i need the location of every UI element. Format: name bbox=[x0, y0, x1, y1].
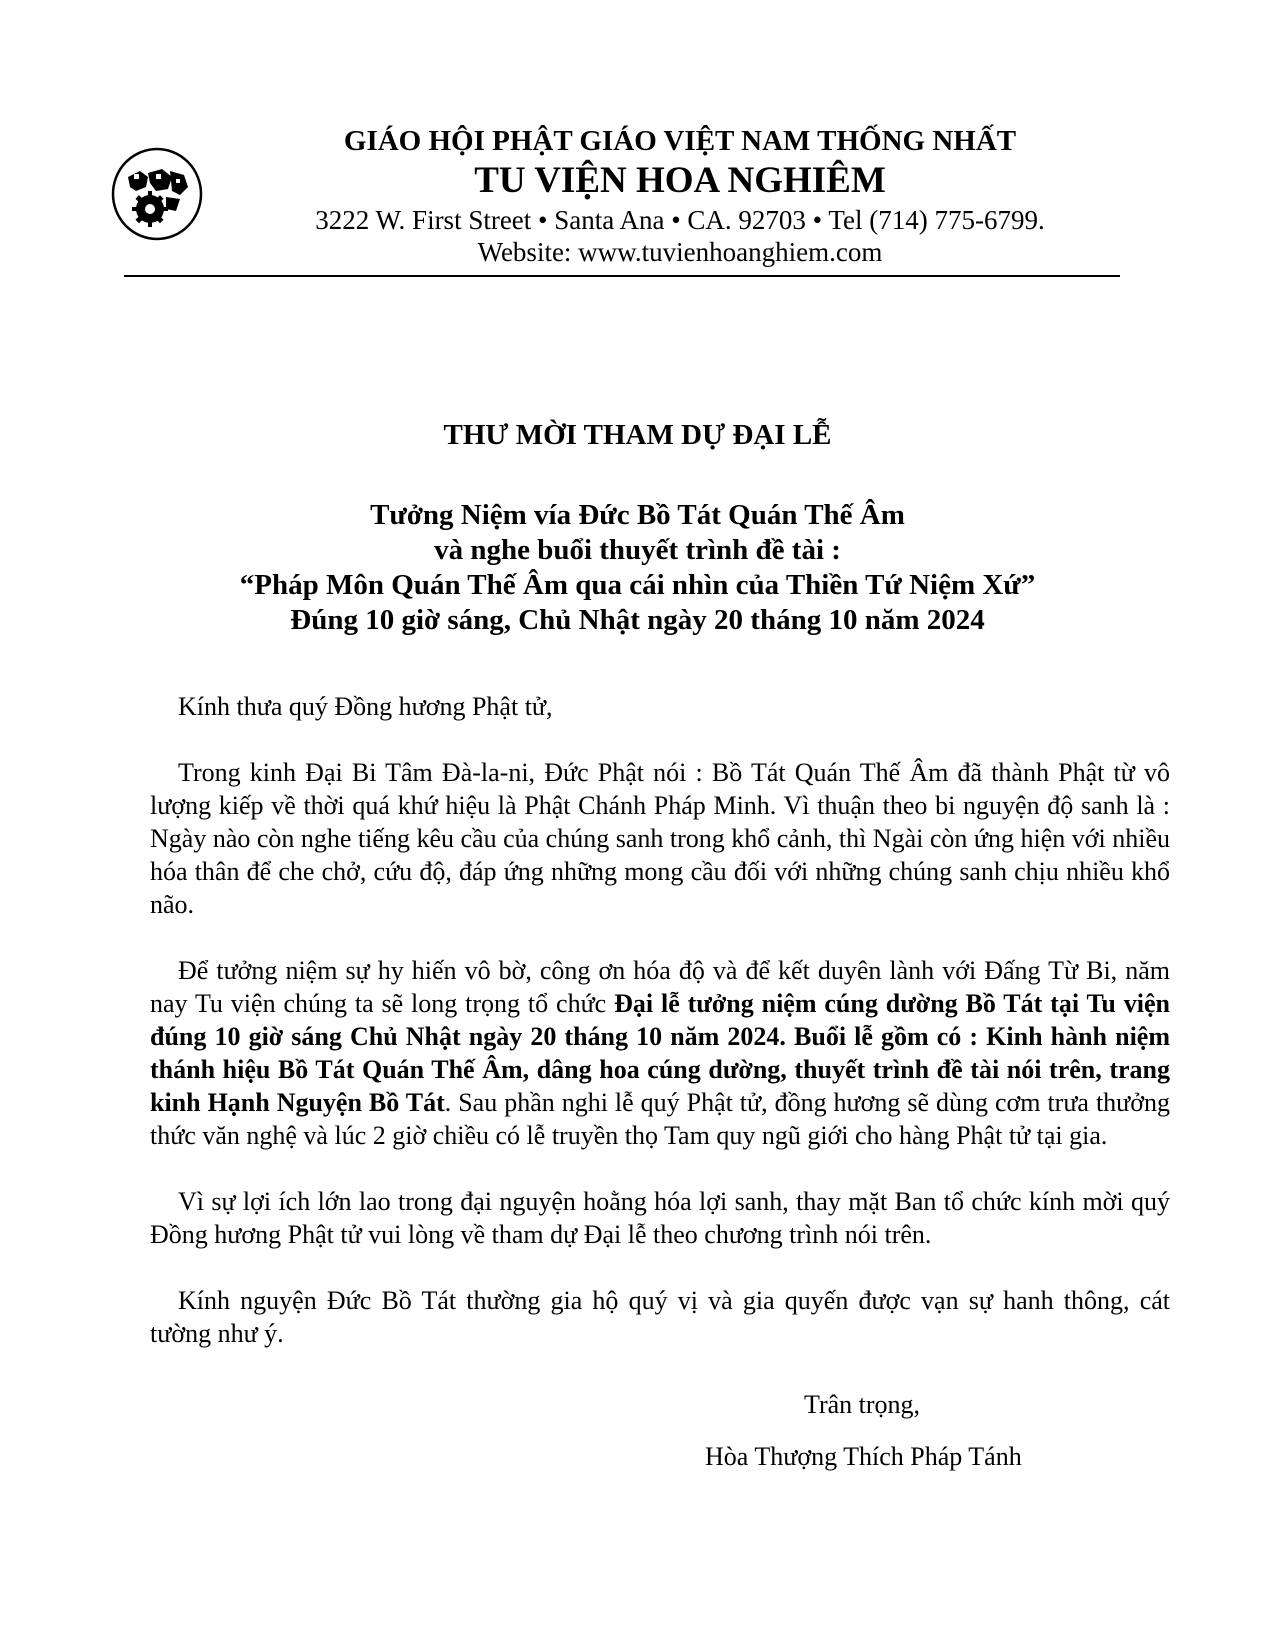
letter-body bbox=[150, 690, 1170, 1350]
paragraph-4: Kính nguyện Đức Bồ Tát thường gia hộ quý vị và gia quyến được vạn sự hanh thông, cát tường như ý. bbox=[150, 1286, 1170, 1348]
signer-name: Hòa Thượng Thích Pháp Tánh bbox=[705, 1442, 1022, 1471]
closing: Trân trọng, bbox=[804, 1390, 921, 1419]
website-line: Website: www.tuvienhoanghiem.com bbox=[477, 237, 883, 267]
paragraph-2-bold: Đại lễ tưởng niệm cúng dường Bồ Tát tại Tu viện đúng 10 giờ sáng Chủ Nhật ngày 20 tháng 10 năm 2024. Buổi lễ gồm có : Kinh hành niệm thánh hiệu Bồ Tát Quán Thế Âm, dâng hoa cúng dường, thuyết trình đề tài nói trên, trang kinh Hạnh Nguyện Bồ Tát bbox=[150, 989, 1170, 1117]
subtitle-line-1: Tưởng Niệm vía Đức Bồ Tát Quán Thế Âm bbox=[370, 499, 905, 531]
subtitle-line-3: “Pháp Môn Quán Thế Âm qua cái nhìn của Thiền Tứ Niệm Xứ” bbox=[239, 569, 1036, 601]
event-subtitle bbox=[0, 498, 1275, 638]
paragraph-1: Trong kinh Đại Bi Tâm Đà-la-ni, Đức Phật nói : Bồ Tát Quán Thế Âm đã thành Phật từ vô lượng kiếp về thời quá khứ hiệu là Phật Chánh Pháp Minh. Vì thuận theo bi nguyện độ sanh là : Ngày nào còn nghe tiếng kêu cầu của chúng sanh trong khổ cảnh, thì Ngài còn ứng hiện với nhiều hóa thân để che chở, cứu độ, đáp ứng những mong cầu đối với những chúng sanh chịu nhiều khổ não. bbox=[150, 758, 1170, 919]
paragraph-2-start: Để tưởng niệm sự hy hiến vô bờ, công ơn hóa độ và để kết duyên lành với Đấng Từ Bi, năm nay Tu viện chúng ta sẽ long trọng tổ chức bbox=[150, 956, 1170, 1018]
organization-name: GIÁO HỘI PHẬT GIÁO VIỆT NAM THỐNG NHẤT bbox=[343, 125, 1017, 157]
subtitle-line-4: Đúng 10 giờ sáng, Chủ Nhật ngày 20 tháng 10 năm 2024 bbox=[290, 604, 985, 636]
temple-name: TU VIỆN HOA NGHIÊM bbox=[474, 160, 886, 201]
greeting: Kính thưa quý Đồng hương Phật tử, bbox=[178, 692, 553, 721]
paragraph-2-end: . Sau phần nghi lễ quý Phật tử, đồng hương sẽ dùng cơm trưa thưởng thức văn nghệ và lúc 2 giờ chiều có lễ truyền thọ Tam quy ngũ giới cho hàng Phật tử tại gia. bbox=[150, 1088, 1171, 1150]
paragraph-2 bbox=[150, 954, 1170, 1152]
paragraph-3: Vì sự lợi ích lớn lao trong đại nguyện hoằng hóa lợi sanh, thay mặt Ban tổ chức kính mời quý Đồng hương Phật tử vui lòng về tham dự Đại lễ theo chương trình nói trên. bbox=[150, 1187, 1170, 1249]
letterhead bbox=[0, 0, 1275, 290]
letterhead-divider bbox=[124, 275, 1120, 277]
subtitle-line-2: và nghe buổi thuyết trình đề tài : bbox=[434, 534, 841, 566]
address-line: 3222 W. First Street • Santa Ana • CA. 92703 • Tel (714) 775-6799. bbox=[315, 205, 1045, 235]
document-title: THƯ MỜI THAM DỰ ĐẠI LỄ bbox=[443, 419, 832, 451]
